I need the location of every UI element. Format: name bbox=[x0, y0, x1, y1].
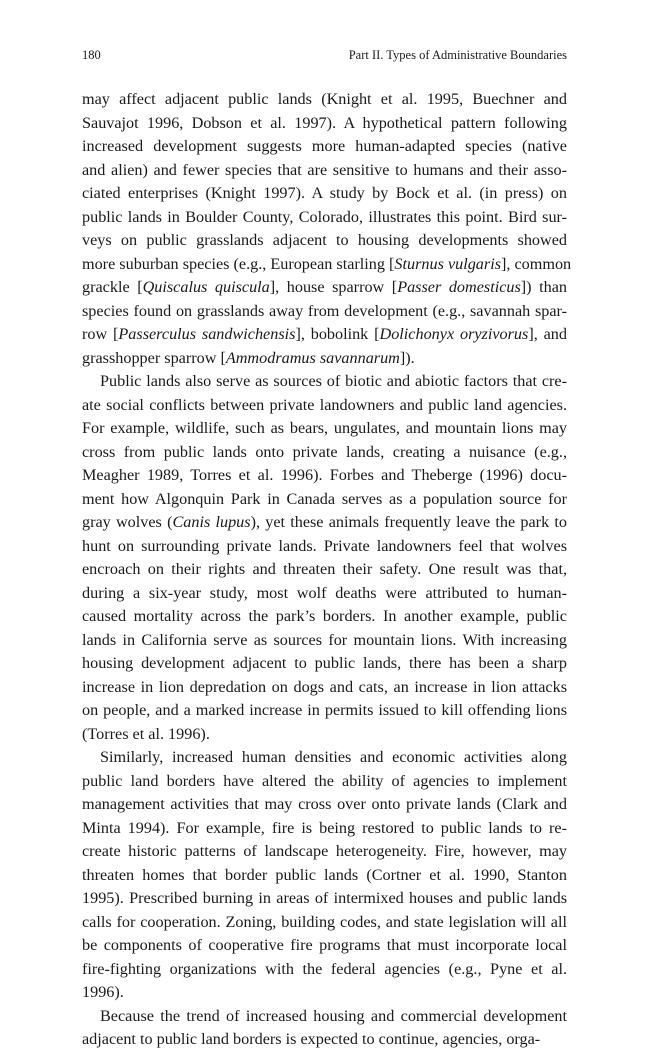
body-text bbox=[82, 88, 572, 1052]
text-line: ment how Algonquin Park in Canada serves as a population source for bbox=[82, 489, 567, 508]
text-line: threaten homes that border public lands (Cortner et al. 1990, Stanton bbox=[82, 865, 567, 884]
text-line: be components of cooperative fire programs that must incorporate local bbox=[82, 936, 567, 954]
text-line: on people, and a marked increase in permits issued to kill offending lions bbox=[82, 701, 567, 719]
text-line: ate social conflicts between private landowners and public land agencies. bbox=[82, 395, 567, 414]
text-line: Sauvajot 1996, Dobson et al. 1997). A hypothetical pattern following bbox=[82, 113, 567, 132]
text-line: Minta 1994). For example, fire is being restored to public lands to re- bbox=[82, 818, 567, 837]
text-line: Similarly, increased human densities and economic activities along bbox=[100, 748, 567, 766]
text-line: adjacent to public land borders is expected to continue, agencies, orga- bbox=[82, 1030, 541, 1048]
text-line: cross from public lands onto private lands, creating a nuisance (e.g., bbox=[82, 442, 567, 461]
text-line: public land borders have altered the ability of agencies to implement bbox=[82, 771, 567, 790]
running-header bbox=[82, 46, 567, 64]
text-line: (Torres et al. 1996). bbox=[82, 724, 210, 743]
text-line: caused mortality across the park’s borders. In another example, public bbox=[82, 607, 567, 625]
paragraph bbox=[82, 370, 567, 746]
text-line: veys on public grasslands adjacent to housing developments showed bbox=[82, 231, 567, 249]
text-line: management activities that may cross over onto private lands (Clark and bbox=[82, 795, 567, 813]
text-line: 1995). Prescribed burning in areas of intermixed houses and public lands bbox=[82, 889, 567, 907]
text-line: Because the trend of increased housing and commercial development bbox=[100, 1006, 567, 1025]
book-page bbox=[82, 46, 572, 1052]
paragraph bbox=[82, 746, 567, 1005]
text-line: gray wolves (Canis lupus), yet these animals frequently leave the park to bbox=[82, 513, 567, 531]
text-line: increase in lion depredation on dogs and cats, an increase in lion attacks bbox=[82, 677, 567, 696]
text-line: hunt on surrounding private lands. Private landowners feel that wolves bbox=[82, 536, 567, 555]
text-line: 1996). bbox=[82, 983, 124, 1001]
running-title: Part II. Types of Administrative Boundaries bbox=[348, 48, 567, 62]
text-line: lands in California serve as sources for mountain lions. With increasing bbox=[82, 630, 567, 649]
text-line: more suburban species (e.g., European starling [Sturnus vulgaris], common bbox=[82, 254, 572, 273]
text-line: species found on grasslands away from development (e.g., savannah spar- bbox=[82, 301, 567, 320]
text-line: during a six-year study, most wolf deaths were attributed to human- bbox=[82, 583, 567, 602]
text-line: Meagher 1989, Torres et al. 1996). Forbes and Theberge (1996) docu- bbox=[82, 466, 567, 484]
text-line: create historic patterns of landscape heterogeneity. Fire, however, may bbox=[82, 842, 567, 860]
text-line: encroach on their rights and threaten their safety. One result was that, bbox=[82, 560, 567, 578]
text-line: public lands in Boulder County, Colorado, illustrates this point. Bird sur- bbox=[82, 207, 567, 226]
text-line: housing development adjacent to public lands, there has been a sharp bbox=[82, 654, 567, 672]
page-number: 180 bbox=[82, 48, 101, 62]
text-line: For example, wildlife, such as bears, ungulates, and mountain lions may bbox=[82, 419, 567, 437]
text-line: grackle [Quiscalus quiscula], house sparrow [Passer domesticus]) than bbox=[82, 278, 567, 296]
text-line: and alien) and fewer species that are sensitive to humans and their asso- bbox=[82, 160, 567, 179]
paragraph bbox=[82, 1005, 567, 1052]
text-line: grasshopper sparrow [Ammodramus savannarum]). bbox=[82, 348, 415, 367]
text-line: increased development suggests more human-adapted species (native bbox=[82, 137, 567, 155]
text-line: ciated enterprises (Knight 1997). A study by Bock et al. (in press) on bbox=[82, 184, 567, 202]
paragraph bbox=[82, 88, 572, 370]
text-line: Public lands also serve as sources of biotic and abiotic factors that cre- bbox=[100, 372, 567, 390]
text-line: calls for cooperation. Zoning, building codes, and state legislation will all bbox=[82, 912, 567, 931]
text-line: fire-fighting organizations with the federal agencies (e.g., Pyne et al. bbox=[82, 959, 567, 978]
text-line: row [Passerculus sandwichensis], bobolink [Dolichonyx oryzivorus], and bbox=[82, 325, 567, 343]
text-line: may affect adjacent public lands (Knight et al. 1995, Buechner and bbox=[82, 90, 567, 108]
